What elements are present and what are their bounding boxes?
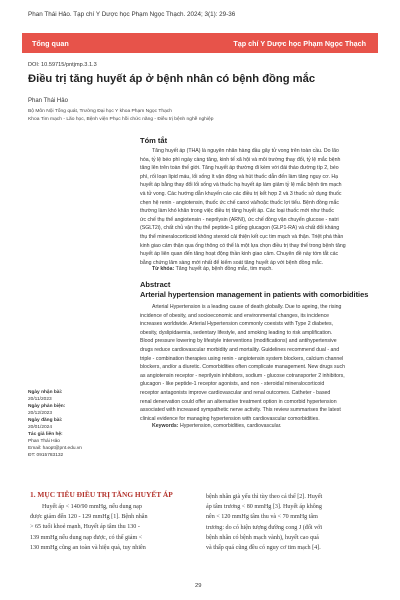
text-line: Blood pressure lowering by lifestyle interventions (modifications) and antihypertensive xyxy=(140,338,337,345)
text-line: và tử vong. Các hướng dẫn khuyến cáo các điều trị kết hợp 2 và 3 thuốc sử dụng thuốc xyxy=(140,190,342,197)
journal-citation: Phan Thái Hảo. Tạp chí Y Dược học Phạm Ngọc Thạch. 2024; 3(1): 29-36 xyxy=(28,11,236,18)
doi: DOI: 10.59715/pntjmp.3.1.3 xyxy=(28,62,97,68)
author-name: Phan Thái Hảo xyxy=(28,98,68,104)
abstract-en-text xyxy=(140,303,384,423)
text-line: glucagon - like peptide-1 receptor agonists, and non - steroidal mineralocorticoid xyxy=(140,381,325,388)
affiliation-2: Khoa Tim mạch - Lão học, Bệnh viện Phục hồi chức năng - Điều trị bệnh nghề nghiệp xyxy=(28,117,214,122)
text-line: clinical evidence for managing hypertension with cardiovascular comorbidities. xyxy=(140,415,320,422)
keywords-text: Tăng huyết áp, bệnh đồng mắc, tim mạch. xyxy=(175,266,273,272)
text-line: được giảm đến 120 - 129 mmHg [1]. Bệnh nhân xyxy=(30,514,148,521)
abstract-en-keywords xyxy=(152,423,281,429)
abstract-vi-text xyxy=(140,147,384,267)
text-line: obesity, dyslipidaemia, sedentary lifestyle, and smoking leading to risk amplification. xyxy=(140,329,333,336)
text-line: và thấp quá cũng đều có nguy cơ tim mạch [4]. xyxy=(206,545,321,552)
text-line: bệnh nhân có bệnh mạch vành), huyết cao quá xyxy=(206,534,319,541)
text-line: 139 mmHg nếu dung nạp được, có thể giảm < xyxy=(30,534,143,541)
section-heading-1: 1. MỤC TIÊU ĐIỀU TRỊ TĂNG HUYẾT ÁP xyxy=(30,490,173,499)
keywords-label-en: Keywords: xyxy=(152,423,179,429)
abstract-vi-keywords xyxy=(152,266,273,272)
text-line: phì, rối loạn lipid máu, lối sống ít vận động và hút thuốc dẫn đến làm tăng nguy cơ. Hạ xyxy=(140,173,339,180)
text-line: bằng chứng lâm sàng mới nhất để kiểm soát tăng huyết áp với bệnh đồng mắc. xyxy=(140,259,324,266)
text-line: blockers, and/or a diuretic. Comorbidities often complicate management. New drugs such xyxy=(140,364,346,371)
journal-header-band xyxy=(22,33,378,53)
abstract-vi-heading: Tóm tắt xyxy=(140,136,168,145)
text-line: triple - combination therapies using renin - angiotensin system blockers, calcium channel xyxy=(140,355,344,362)
text-line: Tăng huyết áp (THA) là nguyên nhân hàng đầu gây tử vong trên toàn cầu. Do lão xyxy=(152,148,339,154)
article-info xyxy=(28,389,128,459)
text-line: > 65 tuổi khoẻ mạnh, Huyết áp tâm thu 130 - xyxy=(30,524,140,531)
text-line: Arterial Hypertension is a leading cause of death globally. Due to ageing, the rising xyxy=(152,304,342,310)
page-number: 29 xyxy=(195,583,202,589)
reviewed-label: Ngày phản biện: xyxy=(28,404,66,409)
accepted-label: Ngày đăng bài: xyxy=(28,418,63,423)
text-line: chẹn hệ renin - angiotensin, thuốc ức chế canxi và/hoặc thuốc lợi tiểu. Bệnh đồng mắc xyxy=(140,199,339,206)
affiliation-1: Bộ Môn Nội Tổng quát, Trường Đại học Y khoa Phạm Ngọc Thạch xyxy=(28,109,172,114)
abstract-en-title: Arterial hypertension management in patients with comorbidities xyxy=(140,290,369,299)
abstract-en-heading: Abstract xyxy=(140,280,171,289)
text-line: nên < 120 mmHg tâm thu và < 70 mmHg tâm xyxy=(206,514,318,521)
received-label: Ngày nhận bài: xyxy=(28,390,63,395)
text-line: tăng lên trên toàn thế giới. Tăng huyết áp thường đi kèm với đái tháo đường típ 2, béo xyxy=(140,165,339,172)
text-line: bệnh nhân già yếu thì tùy theo cá thể [2]. Huyết xyxy=(206,494,323,500)
contact-email: Email: haopt@pnt.edu.vn xyxy=(28,446,82,451)
text-line: 130 mmHg cũng an toàn và hiệu quả, tuy nhiên xyxy=(30,544,146,551)
reviewed-date: 20/12/2023 xyxy=(28,411,53,416)
text-line: increases worldwide. Arterial Hypertension commonly coexists with Type 2 diabetes, xyxy=(140,321,334,328)
text-line: Huyết áp < 140/90 mmHg, nếu dung nạp xyxy=(42,504,142,510)
text-line: thụ thể mineralocorticoid không steroid cải thiện kết cục tim mạch và thận. Triệt phá thần xyxy=(140,233,344,240)
text-line: (SGLT2i), chất chủ vận thụ thể peptide-1 giống glucagon (GLP1-RA) và chất đối kháng xyxy=(140,225,340,232)
text-line: hóa, tỷ lệ béo phì ngày càng tăng, kinh tế xã hội và môi trường thay đổi, tỷ lệ mắc bệnh xyxy=(140,156,341,163)
article-title: Điều trị tăng huyết áp ở bệnh nhân có bệnh đồng mắc xyxy=(28,73,316,85)
keywords-label: Từ khóa: xyxy=(152,266,175,272)
journal-name: Tạp chí Y Dược học Phạm Ngọc Thạch xyxy=(233,39,366,48)
text-line: incidence of obesity, and socioeconomic and environmental changes, its incidence xyxy=(140,312,330,319)
text-line: renal denervation could offer an alternative treatment option in comorbid hypertension xyxy=(140,398,337,405)
contact-name: Phan Thái Hảo xyxy=(28,439,60,444)
text-line: trương: do có hiện tượng đường cong J (đối với xyxy=(206,524,323,531)
text-line: kinh giao cảm thận qua ống thông có thể là một lựa chọn điều trị thay thế trong bệnh tăng xyxy=(140,242,346,249)
text-line: receptor antagonists improve cardiovascular and renal outcomes. Catheter - based xyxy=(140,389,331,396)
text-line: ức chế thụ thể angiotensin - neprilysin (ARNI), ức chế đồng vận chuyển glucose - natri xyxy=(140,216,339,223)
body-column-1 xyxy=(30,502,195,553)
section-label: Tổng quan xyxy=(32,39,69,48)
accepted-date: 20/01/2024 xyxy=(28,425,53,430)
text-line: associated with increased sympathetic nerve activity. This review summarises the latest xyxy=(140,407,341,414)
keywords-text-en: Hypertension, comorbidities, cardiovascular. xyxy=(179,423,282,429)
text-line: as angiotensin receptor - neprilysin inhibitors, sodium - glucose cotransporter 2 inhibitors, xyxy=(140,372,345,379)
text-line: thường làm khó khăn trong việc điều trị tăng huyết áp. Các loại thuốc mới như thuốc xyxy=(140,208,334,215)
text-line: drugs reduce cardiovascular morbidity and mortality. Guidelines recommend dual - and xyxy=(140,346,340,353)
text-line: áp tâm trương < 80 mmHg [3]. Huyết áp không xyxy=(206,504,322,511)
contact-label: Tác giả liên hệ: xyxy=(28,432,63,437)
received-date: 20/11/2023 xyxy=(28,397,52,402)
text-line: huyết áp liên quan đến tăng hoạt động thần kinh giao cảm. Chuyên đề này tóm tắt các xyxy=(140,251,339,258)
body-column-2 xyxy=(206,492,376,553)
contact-phone: ĐT: 0915783132 xyxy=(28,453,64,458)
text-line: huyết áp bằng thay đổi lối sống và thuốc hạ huyết áp làm giảm tỷ lệ mắc bệnh tim mạch xyxy=(140,182,342,189)
